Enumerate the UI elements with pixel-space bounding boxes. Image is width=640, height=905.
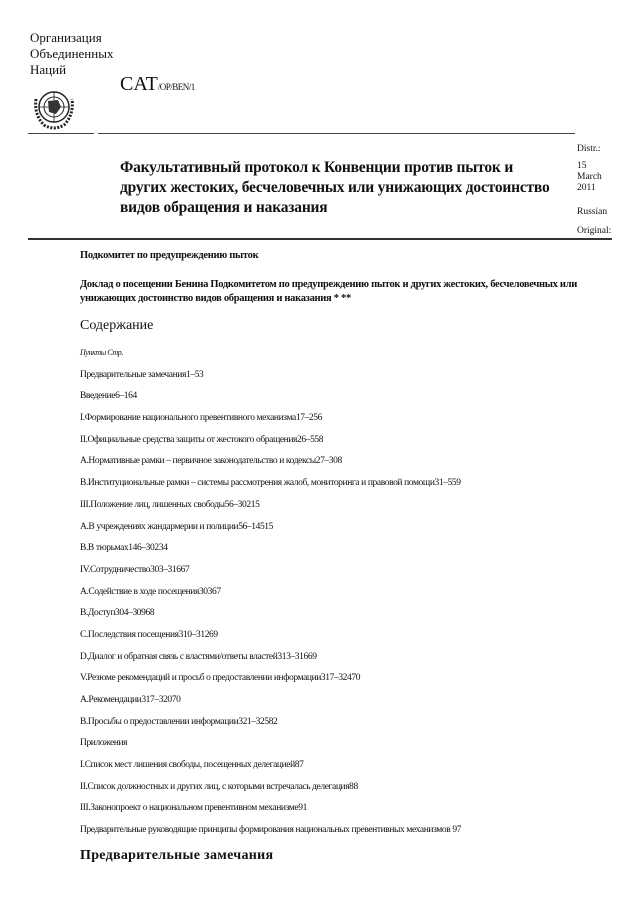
language-label: Russian: [577, 207, 608, 217]
toc-entry[interactable]: A.В учреждениях жандармерии и полиции56–14515: [80, 521, 274, 532]
toc-column-header: Пункты Стр.: [80, 348, 123, 357]
document-symbol: [120, 73, 195, 96]
title-divider: [28, 238, 612, 240]
toc-entry[interactable]: III.Законопроект о национальном превентивном механизме91: [80, 803, 307, 814]
table-of-contents: [80, 346, 600, 845]
toc-entry[interactable]: II.Официальные средства защиты от жестокого обращения26–558: [80, 434, 324, 445]
document-title: Факультативный протокол к Конвенции против пыток и других жестоких, бесчеловечных или унижающих достоинство видов обращения и наказания: [120, 159, 550, 216]
preliminary-remarks-heading: Предварительные замечания: [80, 848, 274, 863]
toc-entry[interactable]: III.Положение лиц, лишенных свободы56–30215: [80, 499, 260, 510]
toc-entry[interactable]: Предварительные замечания1–53: [80, 369, 204, 380]
document-date: [577, 161, 602, 194]
org-line: Организация: [30, 30, 102, 45]
toc-entry[interactable]: I.Список мест лишения свободы, посещенных делегацией87: [80, 760, 304, 771]
date-day: 15: [577, 161, 587, 171]
toc-entry[interactable]: B.В тюрьмах146–30234: [80, 543, 168, 554]
date-month: March: [577, 172, 602, 182]
toc-entry[interactable]: V.Резюме рекомендаций и просьб о предоставлении информации317–32470: [80, 673, 361, 684]
report-title: Доклад о посещении Бенина Подкомитетом по предупреждению пыток и других жестоких, бесчеловечных или унижающих достоинство видов обращения и наказания * **: [80, 279, 578, 304]
contents-heading: Содержание: [80, 318, 154, 333]
toc-entry[interactable]: Предварительные руководящие принципы формирования национальных превентивных механизмов 97: [80, 825, 462, 836]
toc-entry[interactable]: B.Институциональные рамки – системы рассмотрения жалоб, мониторинга и правовой помощи31–559: [80, 478, 461, 489]
toc-entry[interactable]: A.Содействие в ходе посещения30367: [80, 586, 221, 597]
symbol-main: CAT: [120, 73, 158, 95]
un-emblem-icon: [30, 85, 78, 133]
date-year: 2011: [577, 183, 596, 193]
org-line: Объединенных: [30, 46, 114, 61]
toc-entry[interactable]: A.Нормативные рамки – первичное законодательство и кодексы27–308: [80, 456, 342, 467]
org-line: Наций: [30, 62, 67, 77]
subcommittee-heading: Подкомитет по предупреждению пыток: [80, 250, 259, 261]
toc-entry[interactable]: I.Формирование национального превентивного механизма17–256: [80, 413, 322, 424]
toc-entry[interactable]: II.Список должностных и других лиц, с которыми встречалась делегация88: [80, 781, 358, 792]
toc-entry[interactable]: A.Рекомендации317–32070: [80, 695, 181, 705]
toc-entry[interactable]: D.Диалог и обратная связь с властями/ответы властей313–31669: [80, 651, 317, 662]
organization-name: [30, 30, 113, 78]
toc-entry[interactable]: Приложения: [80, 738, 128, 749]
toc-entry[interactable]: C.Последствия посещения310–31269: [80, 629, 218, 640]
toc-entry[interactable]: B.Просьбы о предоставлении информации321–32582: [80, 716, 278, 727]
header-divider: [98, 133, 575, 134]
distribution-label: Distr.:: [577, 144, 601, 154]
toc-entry[interactable]: IV.Сотрудничество303–31667: [80, 564, 190, 575]
toc-entry[interactable]: Введение6–164: [80, 391, 137, 402]
toc-entry[interactable]: B.Доступ304–30968: [80, 608, 155, 619]
original-label: Original:: [577, 226, 612, 236]
header-divider-left: [28, 133, 94, 134]
symbol-suffix: /OP/BEN/1: [157, 82, 195, 92]
